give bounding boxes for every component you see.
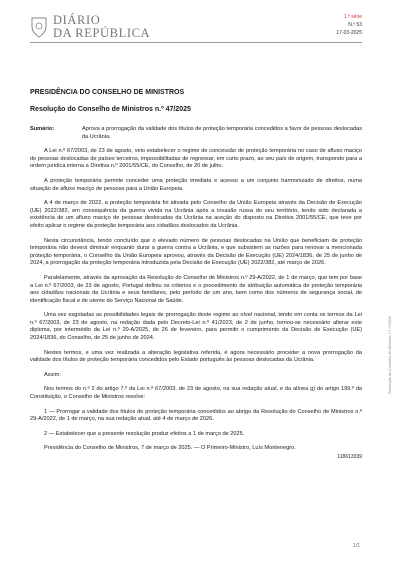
paragraph: 2 — Estabelecer que a presente resolução produz efeitos a 1 de março de 2025. — [44, 430, 245, 437]
paragraph: Nesta circunstância, tendo concluído que o elevado número de pessoas deslocadas na União que beneficiam de proteção temporária não deverá diminuir enquanto durar a guerra contra a Ucrânia, e que subsistem as razões para renovar a mencionada proteção temporária, o Conselho da União Europeia aprovou, através da Decisão de Execução (UE) 2024/1836, de 25 de junho de 2024, a prorrogação da proteção temporária introduzida pela Decisão de Execução (UE) 2022/382, até março de 2026. — [30, 237, 362, 267]
side-note: Resolução do Conselho de Ministros n.º 47/2025 — [388, 316, 392, 394]
paragraph: A Lei n.º 67/2003, de 23 de agosto, veio estabelecer o regime de concessão de proteção temporária no caso de afluxo maciço de pessoas deslocadas de países terceiros, impossibilitadas de regressar, em curto prazo, ao seu país de origem, transpondo para a ordem jurídica interna a Diretiva n.º 2001/55/CE, do Conselho, de 20 de julho. — [30, 148, 362, 170]
paragraph: Paralelamente, através da aprovação da Resolução do Conselho de Ministros n.º 29-A/2022, de 1 de março, que tem por base a Lei n.º 67/2003, de 23 de agosto, Portugal definiu os critérios e o procedimento de atribuição automática de proteção temporária aos cidadãos nacionais da Ucrânia e seus familiares, pelo período de um ano, bem como dos números de segurança social, de identificação fiscal e de utente do Serviço Nacional de Saúde. — [30, 274, 362, 304]
paragraph: A 4 de março de 2022, a proteção temporária foi ativada pelo Conselho da União Europeia através da Decisão de Execução (UE) 2022/382, em consequência da guerra vivida na Ucrânia após a invasão russa do seu território, tendo sido declarada a existência de um afluxo maciço de pessoas deslocadas da Ucrânia na aceção do disposto na Diretiva 2001/55/CE, que teve por efeito aplicar o regime da proteção temporária aos cidadãos deslocados da Ucrânia. — [30, 200, 362, 229]
header-divider — [30, 42, 362, 43]
paragraph: Nos termos do n.º 2 do artigo 7.º da Lei n.º 67/2003, de 23 de agosto, na sua redação atual, e da alínea g) do artigo 199.º da Constituição, o Conselho de Ministros resolve: — [30, 386, 362, 401]
issue-metadata — [336, 13, 362, 37]
paragraph: Uma vez esgotadas as possibilidades legais de prorrogação deste regime ao nível nacional, tendo em conta os termos da Lei n.º 67/2003, de 23 de agosto, na redação dada pelo Decreto-Lei n.º 41/2023, de 2 de junho, tornou-se necessário alterar este diploma, por intermédio da Lei n.º 20-A/2025, de 26 de fevereiro, para permitir o cumprimento da Decisão de Execução (UE) 2024/1836, do Conselho, de 25 de junho de 2024. — [30, 312, 362, 342]
logo-line-2: DA REPÚBLICA — [53, 26, 151, 40]
page-number: 1/1 — [353, 543, 360, 549]
issue-number: N.º 53 — [348, 22, 362, 28]
summary-text: Aprova a prorrogação da validade dos títulos de proteção temporária concedidos a favor de pessoas deslocadas da Ucrânia. — [82, 126, 362, 140]
document-body — [30, 126, 362, 462]
issuer-heading: PRESIDÊNCIA DO CONSELHO DE MINISTROS — [30, 89, 185, 96]
paragraph: 1 — Prorrogar a validade dos títulos de proteção temporária concedidos ao abrigo da Resolução do Conselho de Ministros n.º 29-A/2022, de 1 de março, na sua redação atual, até 4 de março de 2026. — [30, 408, 362, 423]
series-label: 1.ª série — [343, 14, 362, 20]
issue-date: 17-03-2025 — [336, 30, 362, 36]
document-title: Resolução do Conselho de Ministros n.º 47/2025 — [30, 106, 191, 113]
signoff: Presidência do Conselho de Ministros, 7 de março de 2025. — O Primeiro-Ministro, Luís Montenegro. — [44, 445, 296, 452]
summary-label: Sumário: — [30, 126, 55, 132]
document-id: 118613339 — [337, 454, 362, 460]
diario-da-republica-logo — [30, 14, 150, 40]
paragraph: A proteção temporária permite conceder uma proteção imediata e acesso a um conjunto harmonizado de direitos, numa situação de afluxo maciço de pessoas para a União Europeia. — [30, 177, 362, 192]
logo-line-1: DIÁRIO — [53, 13, 101, 27]
coat-of-arms-icon — [30, 16, 48, 38]
paragraph: Assim: — [44, 371, 61, 378]
summary — [30, 126, 362, 141]
logo-text — [53, 14, 150, 40]
paragraph: Nestes termos, e uma vez realizada a alteração legislativa referida, é agora necessário proceder a nova prorrogação da validade dos títulos de proteção temporária concedidos pelo Estado português às pessoas deslocadas da Ucrânia. — [30, 349, 362, 364]
